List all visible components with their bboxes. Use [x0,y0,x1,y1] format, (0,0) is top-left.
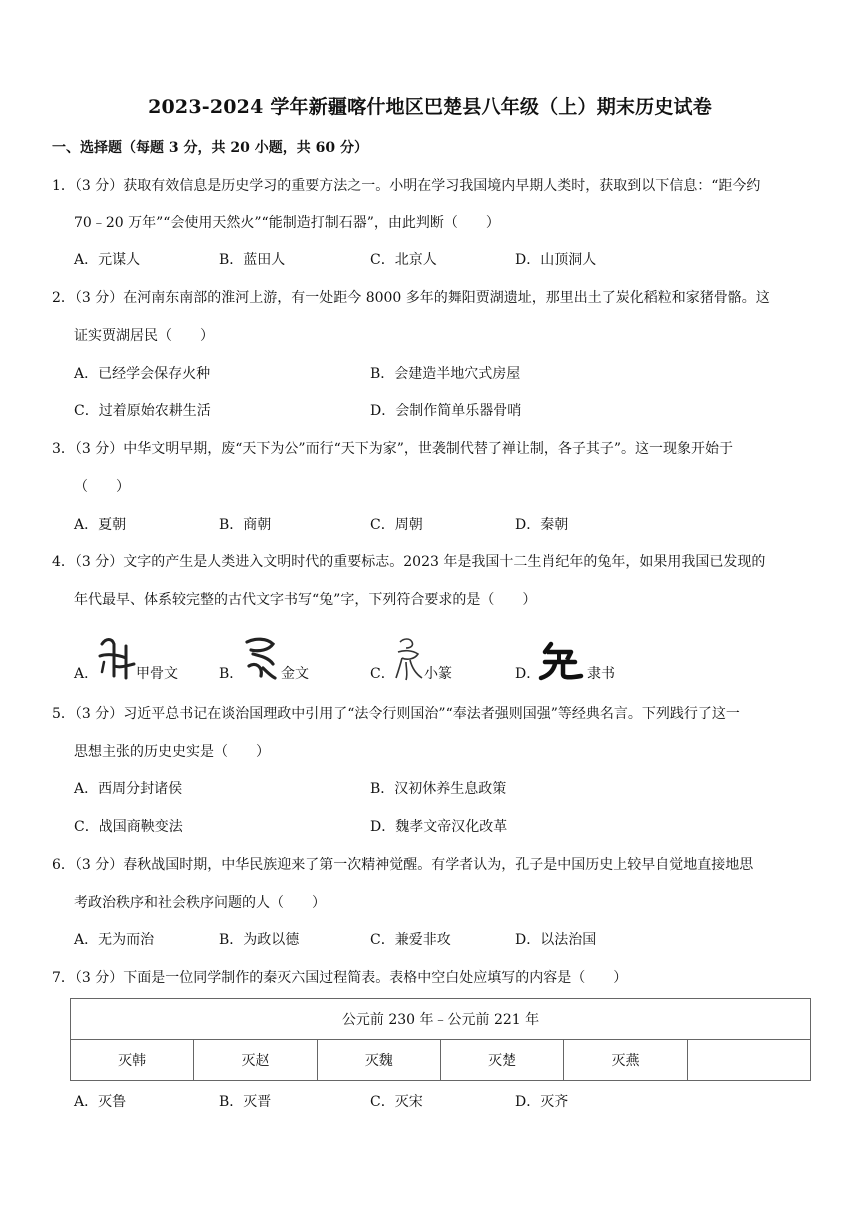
q4-option-b-letter: B． [219,666,244,682]
q3-option-b[interactable]: B．商朝 [219,517,272,533]
q4-option-b[interactable] [219,634,359,684]
q7-option-b[interactable]: B．灭晋 [219,1094,272,1110]
q4-option-d[interactable] [515,634,675,684]
question-5-line-1: 5．（3 分）习近平总书记在谈治国理政中引用了“法令行则国治”“奉法者强则国强”等经典名言。下列践行了这一 [52,706,740,722]
table-cell-han: 灭韩 [71,1040,194,1081]
q3-option-a[interactable]: A．夏朝 [74,517,127,533]
question-1-line-2: 70﹣20 万年”“会使用天然火”“能制造打制石器”，由此判断（ ） [74,215,500,231]
seal-script-rabbit-glyph [392,636,426,682]
q3-option-c[interactable]: C．周朝 [370,517,423,533]
table-header-row [71,999,811,1040]
q5-option-c[interactable]: C．战国商鞅变法 [74,819,183,835]
question-7-line-1: 7．（3 分）下面是一位同学制作的秦灭六国过程简表。表格中空白处应填写的内容是（ ） [52,970,628,986]
q7-option-c[interactable]: C．灭宋 [370,1094,423,1110]
table-cell-zhao: 灭赵 [194,1040,317,1081]
question-2-line-2: 证实贾湖居民（ ） [74,328,214,344]
q4-option-d-letter: D． [515,666,541,682]
question-2-line-1: 2．（3 分）在河南东南部的淮河上游，有一处距今 8000 多年的舞阳贾湖遗址，那里出土了炭化稻粒和家猪骨骼。这 [52,290,770,306]
question-6-line-2: 考政治秩序和社会秩序问题的人（ ） [74,895,326,911]
q2-option-b[interactable]: B．会建造半地穴式房屋 [370,366,521,382]
table-cell-wei: 灭魏 [317,1040,440,1081]
question-4-line-2: 年代最早、体系较完整的古代文字书写“兔”字，下列符合要求的是（ ） [74,592,537,608]
q2-option-d[interactable]: D．会制作简单乐器骨哨 [370,403,522,419]
q4-option-d-caption: 隶书 [587,666,615,682]
q6-option-c[interactable]: C．兼爱非攻 [370,932,451,948]
table-cell-blank[interactable] [687,1040,810,1081]
q4-option-a-letter: A． [74,666,99,682]
table-cell-yan: 灭燕 [564,1040,687,1081]
q1-option-a[interactable]: A．元谋人 [74,252,141,268]
bronze-rabbit-glyph [241,636,281,682]
table-header-cell: 公元前 230 年﹣公元前 221 年 [71,999,811,1040]
q6-option-d[interactable]: D．以法治国 [515,932,597,948]
q1-option-c[interactable]: C．北京人 [370,252,437,268]
question-3-line-1: 3．（3 分）中华文明早期，废“天下为公”而行“天下为家”，世袭制代替了禅让制，各子其子”。这一现象开始于 [52,441,734,457]
q1-option-d[interactable]: D．山顶洞人 [515,252,597,268]
page-title: 2023-2024 学年新疆喀什地区巴楚县八年级（上）期末历史试卷 [148,96,712,118]
q4-option-a-caption: 甲骨文 [136,666,178,682]
q5-option-b[interactable]: B．汉初休养生息政策 [370,781,507,797]
q3-option-d[interactable]: D．秦朝 [515,517,569,533]
question-4-options [74,634,774,684]
question-5-line-2: 思想主张的历史史实是（ ） [74,744,270,760]
table-row [71,1040,811,1081]
q1-option-b[interactable]: B．蓝田人 [219,252,286,268]
q5-option-a[interactable]: A．西周分封诸侯 [74,781,183,797]
q4-option-c[interactable] [370,634,510,684]
q7-option-a[interactable]: A．灭鲁 [74,1094,127,1110]
oracle-bone-rabbit-glyph [96,636,138,682]
q2-option-a[interactable]: A．已经学会保存火种 [74,366,211,382]
q7-option-d[interactable]: D．灭齐 [515,1094,569,1110]
qin-conquest-table [70,998,811,1081]
question-6-line-1: 6．（3 分）春秋战国时期，中华民族迎来了第一次精神觉醒。有学者认为，孔子是中国历史上较早自觉地直接地思 [52,857,754,873]
question-3-line-2: （ ） [74,479,130,495]
q4-option-c-caption: 小篆 [424,666,452,682]
q4-option-b-caption: 金文 [281,666,309,682]
q5-option-d[interactable]: D．魏孝文帝汉化改革 [370,819,508,835]
question-4-line-1: 4．（3 分）文字的产生是人类进入文明时代的重要标志。2023 年是我国十二生肖纪年的兔年，如果用我国已发现的 [52,554,766,570]
table-cell-chu: 灭楚 [440,1040,563,1081]
q6-option-a[interactable]: A．无为而治 [74,932,155,948]
q2-option-c[interactable]: C．过着原始农耕生活 [74,403,211,419]
section-heading: 一、选择题（每题 3 分，共 20 小题，共 60 分） [52,140,368,156]
clerical-rabbit-glyph [537,640,585,682]
q4-option-a[interactable] [74,634,214,684]
question-1-line-1: 1．（3 分）获取有效信息是历史学习的重要方法之一。小明在学习我国境内早期人类时，获取到以下信息：“距今约 [52,178,761,194]
q4-option-c-letter: C． [370,666,395,682]
q6-option-b[interactable]: B．为政以德 [219,932,300,948]
